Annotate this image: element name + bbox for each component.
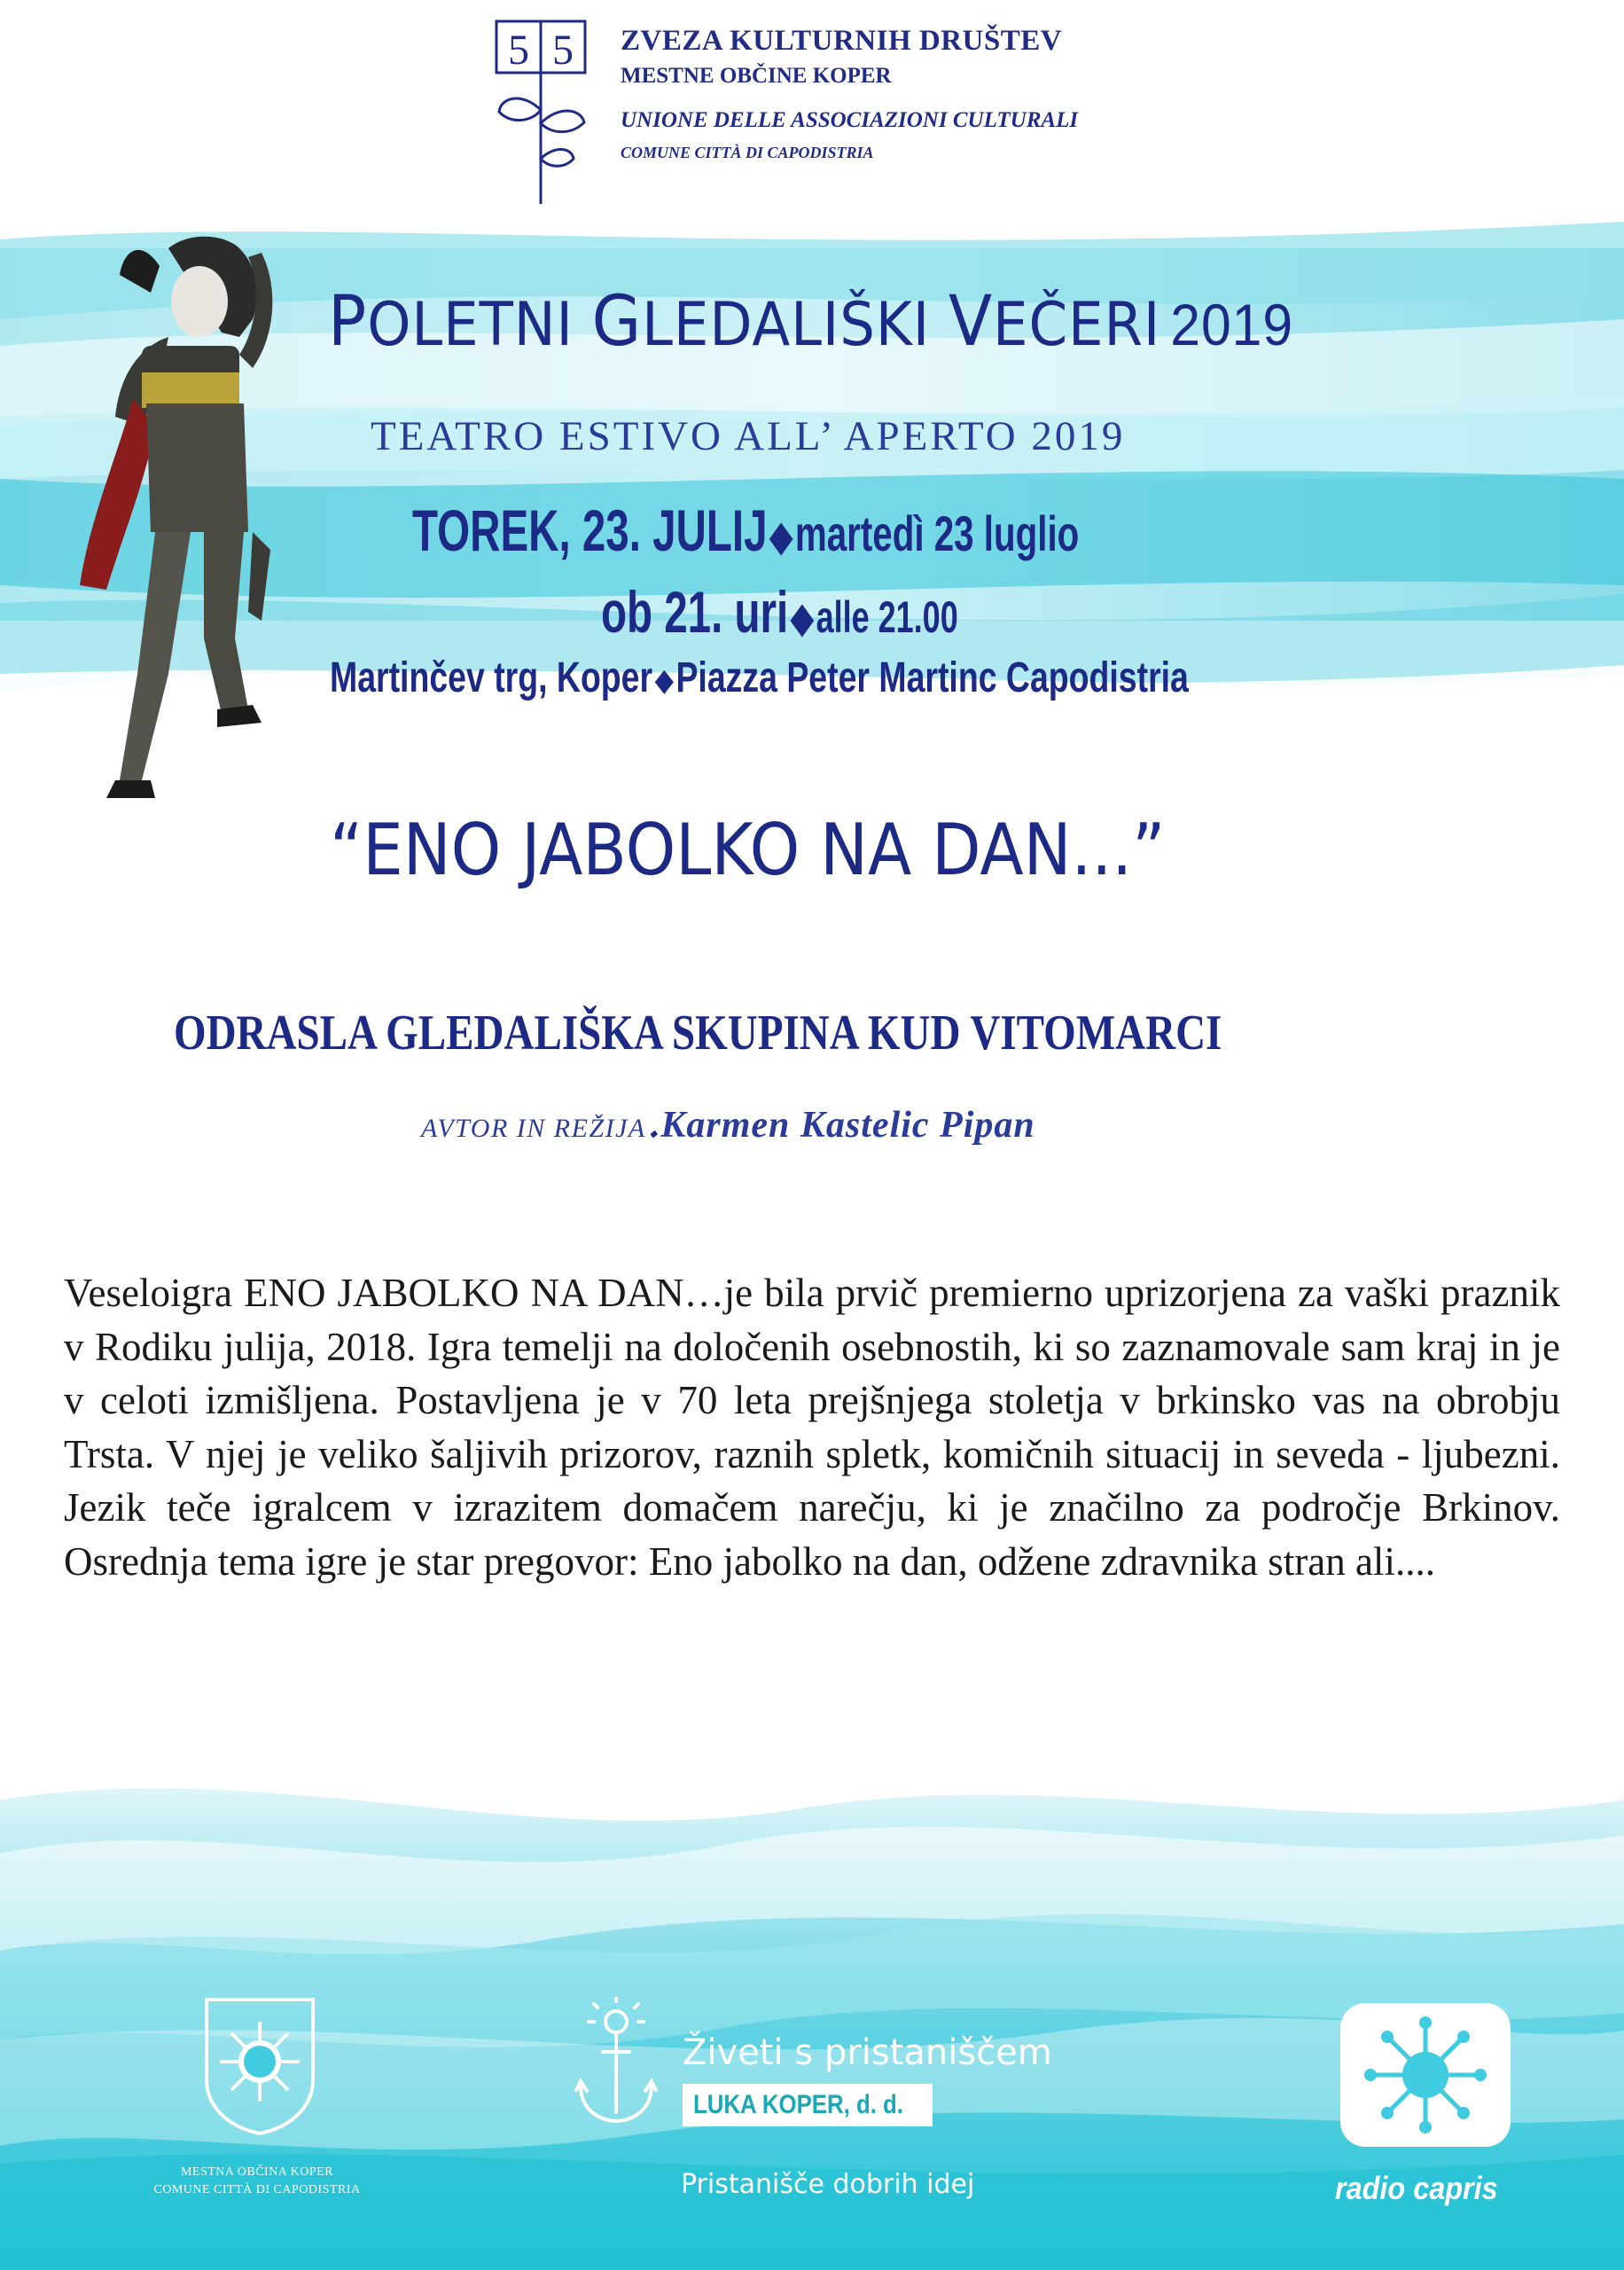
org-name-line3: UNIONE DELLE ASSOCIAZIONI CULTURALI (621, 108, 1079, 132)
port-slogan: Živeti s pristaniščem (683, 2032, 1052, 2073)
play-title: “ENO JABOLKO NA DAN...” (330, 809, 1166, 891)
svg-text:5: 5 (552, 27, 574, 74)
org-name-line4: COMUNE CITTÀ DI CAPODISTRIA (621, 144, 874, 161)
org-name-line1: ZVEZA KULTURNIH DRUŠTEV (621, 25, 1063, 57)
event-date: TOREK, 23. JULIJ◆martedì 23 luglio (412, 497, 1080, 563)
festival-subtitle-italian: TEATRO ESTIVO ALL’ APERTO 2019 (371, 413, 1126, 459)
author-name: Karmen Kastelic Pipan (660, 1105, 1035, 1146)
harlequin-figure (35, 213, 301, 834)
theatre-group-name: ODRASLA GLEDALIŠKA SKUPINA KUD VITOMARCI (174, 1006, 1222, 1061)
org-name-line2: MESTNE OBČINE KOPER (621, 64, 892, 88)
koper-municipality-shield-icon (202, 1995, 317, 2137)
festival-title: POLETNI GLEDALIŠKI VEČERI 2019 (328, 282, 1294, 362)
separator-diamond: ◆ (649, 1128, 658, 1139)
port-anchor-lightbulb-icon (567, 1997, 665, 2130)
event-time: ob 21. uri◆alle 21.00 (601, 579, 958, 645)
radio-capris-logo-icon (1337, 2000, 1514, 2150)
separator-diamond: ◆ (791, 593, 814, 640)
separator-diamond: ◆ (769, 512, 792, 559)
festival-year: 2019 (1170, 292, 1294, 357)
port-tagline: Pristanišče dobrih idej (681, 2169, 975, 2200)
separator-diamond: ◆ (655, 664, 674, 698)
play-description: Veseloigra ENO JABOLKO NA DAN…je bila prvič premierno uprizorjena za vaški praznik v Rodiku julija, 2018. Igra temelji na določenih osebnostih, ki so zaznamovale sam kraj in je v celoti izmišljena. Postavljena je v 70 leta prejšnjega stoletja v brkinsko vas na obrobju Trsta. V njej je veliko šaljivih prizorov, raznih spletk, komičnih situacij in seveda - ljubezni. Jezik teče igralcem v izrazitem domačem narečju, ki je značilno za področje Brkinov. Osrednja tema igre je star pregovor: Eno jabolko na dan, odžene zdravnika stran ali.... (64, 1271, 1560, 1584)
author-label: AVTOR IN REŽIJA (421, 1114, 646, 1143)
author-line (421, 1104, 1035, 1147)
zkd-55-logo (492, 12, 598, 207)
municipality-name-line2: COMUNE CITTÀ DI CAPODISTRIA (153, 2183, 361, 2196)
svg-text:5: 5 (508, 27, 529, 74)
radio-name: radio capris (1335, 2170, 1498, 2206)
port-company-name: LUKA KOPER, d. d. (693, 2090, 903, 2119)
municipality-name-line1: MESTNA OBČINA KOPER (180, 2165, 334, 2179)
event-location: Martinčev trg, Koper◆Piazza Peter Martinc Capodistria (330, 654, 1189, 701)
